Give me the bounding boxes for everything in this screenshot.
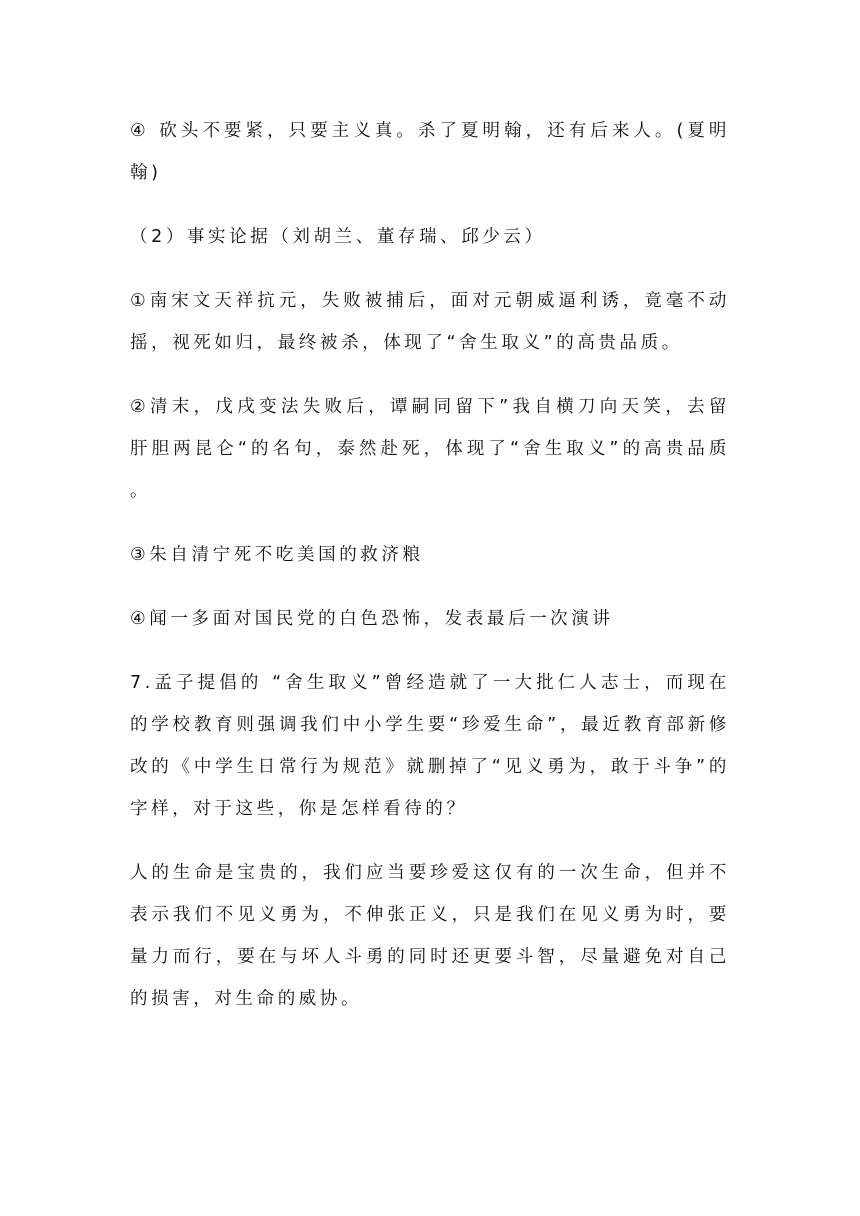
answer-7: 人的生命是宝贵的，我们应当要珍爱这仅有的一次生命，但并不表示我们不见义勇为，不伸张正义，只是我们在见义勇为时，要量力而行，要在与坏人斗勇的同时还更要斗智，尽量避免对自己的损害，对生命的威协。 [130, 863, 730, 1009]
question-7: 7.孟子提倡的 “舍生取义”曾经造就了一大批仁人志士，而现在的学校教育则强调我们中小学生要“珍爱生命”，最近教育部新修改的《中学生日常行为规范》就删掉了“见义勇为，敢于斗争”的字样，对于这些，你是怎样看待的？ [130, 673, 730, 819]
evidence-wen-yiduo: ④闻一多面对国民党的白色恐怖，发表最后一次演讲 [130, 609, 614, 629]
evidence-wen-tianxiang: ①南宋文天祥抗元，失败被捕后，面对元朝威逼利诱，竟毫不动摇，视死如归，最终被杀，体现了“舍生取义”的高贵品质。 [130, 291, 730, 353]
evidence-zhu-ziqing: ③朱自清宁死不吃美国的救济粮 [130, 545, 424, 565]
factual-evidence-heading: （2）事实论据（刘胡兰、董存瑞、邱少云） [130, 227, 546, 247]
document-page [130, 110, 730, 1042]
quote-xia-minghan: ④ 砍头不要紧，只要主义真。杀了夏明翰，还有后来人。(夏明翰) [130, 121, 730, 183]
evidence-tan-sitong: ②清末，戊戌变法失败后，谭嗣同留下”我自横刀向天笑，去留肝胆两昆仑“的名句，泰然赴死，体现了“舍生取义”的高贵品质 。 [130, 397, 730, 501]
